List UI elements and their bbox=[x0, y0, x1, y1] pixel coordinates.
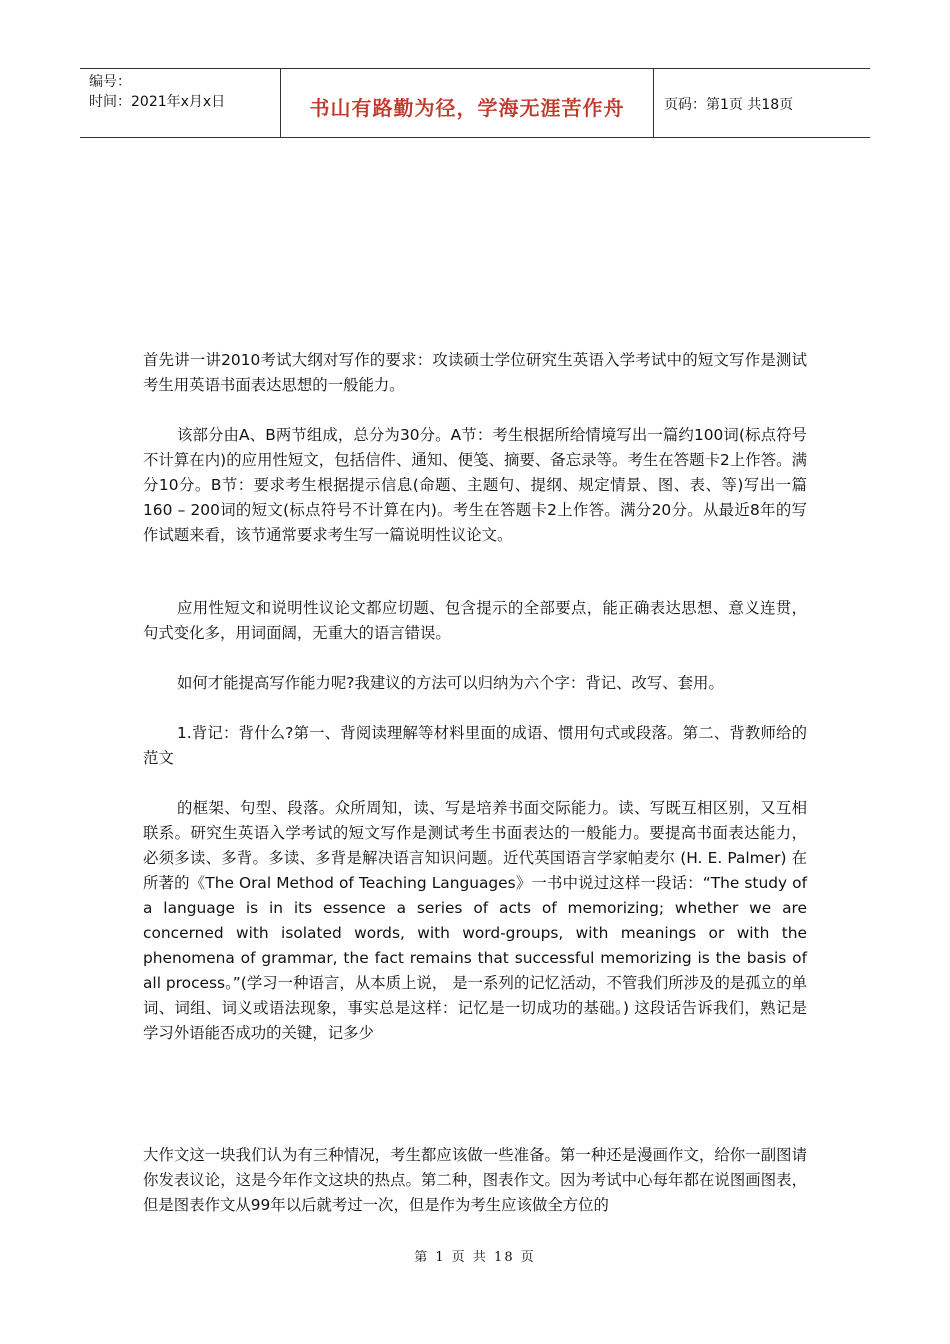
document-header bbox=[80, 68, 870, 138]
document-date: 时间：2021年x月x日 bbox=[89, 94, 226, 110]
paragraph-text: 的框架、句型、段落。众所周知，读、写是培养书面交际能力。读、写既互相区别，又互相联系。研究生英语入学考试的短文写作是测试考生书面表达的一般能力。要提高书面表达能力， 必须多读、多背。多读、多背是解决语言知识问题。近代英国语言学家帕麦尔 (H. E. Palmer) 在所著的《The Oral Method of Teaching Languages》一书中说过这样一段话：“The study of a language is in its essence a series of acts of memorizing; whether we are concerned with isolated words, with word-groups, with meanings or with the phenomena of grammar, the fact remains that successful memorizing is the basis of all process。”(学习一种语言，从本质上说， 是一系列的记忆活动，不管我们所涉及的是孤立的单词、词组、词义或语法现象，事实总是这样：记忆是一切成功的基础。) 这段话告诉我们，熟记是学习外语能否成功的关键，记多少 bbox=[143, 799, 807, 1042]
paragraph-intro bbox=[143, 348, 807, 398]
motto-text: 书山有路勤为径，学海无涯苦作舟 bbox=[309, 96, 625, 120]
header-motto-cell bbox=[281, 69, 654, 137]
paragraph-text: 该部分由A、B两节组成，总分为30分。A节：考生根据所给情境写出一篇约100词(标点符号不计算在内)的应用性短文，包括信件、通知、便笺、摘要、备忘录等。考生在答题卡2上作答。满分10分。B节：要求考生根据提示信息(命题、主题句、提纲、规定情景、图、表、等)写出一篇160 – 200词的短文(标点符号不计算在内)。考生在答题卡2上作答。满分20分。从最近8年的写作试题来看，该节通常要求考生写一篇说明性议论文。 bbox=[143, 426, 807, 544]
header-page-cell bbox=[654, 69, 870, 137]
page-footer: 第 1 页 共 18 页 bbox=[414, 1250, 536, 1265]
paragraph-text: 1.背记：背什么?第一、背阅读理解等材料里面的成语、惯用句式或段落。第二、背教师给的范文 bbox=[143, 724, 807, 767]
paragraph-memorize bbox=[143, 721, 807, 771]
paragraph-text: 大作文这一块我们认为有三种情况，考生都应该做一些准备。第一种还是漫画作文，给你一副图请你发表议论，这是今年作文这块的热点。第二种，图表作文。因为考试中心每年都在说图画图表，但是图表作文从99年以后就考过一次，但是作为考生应该做全方位的 bbox=[143, 1146, 807, 1214]
paragraph-palmer bbox=[143, 796, 807, 1046]
paragraph-essay-types bbox=[143, 1143, 807, 1218]
document-number: 编号： bbox=[89, 74, 131, 90]
header-meta-cell bbox=[80, 69, 281, 137]
paragraph-requirements bbox=[143, 596, 807, 646]
paragraph-text: 应用性短文和说明性议论文都应切题、包含提示的全部要点，能正确表达思想、意义连贯，句式变化多，用词面阔，无重大的语言错误。 bbox=[143, 599, 807, 642]
paragraph-method bbox=[143, 671, 807, 696]
paragraph-text: 如何才能提高写作能力呢?我建议的方法可以归纳为六个字：背记、改写、套用。 bbox=[177, 674, 724, 692]
paragraph-text: 首先讲一讲2010考试大纲对写作的要求：攻读硕士学位研究生英语入学考试中的短文写作是测试考生用英语书面表达思想的一般能力。 bbox=[143, 351, 807, 394]
page-code: 页码：第1页 共18页 bbox=[664, 97, 794, 113]
paragraph-exam-structure bbox=[143, 423, 807, 548]
